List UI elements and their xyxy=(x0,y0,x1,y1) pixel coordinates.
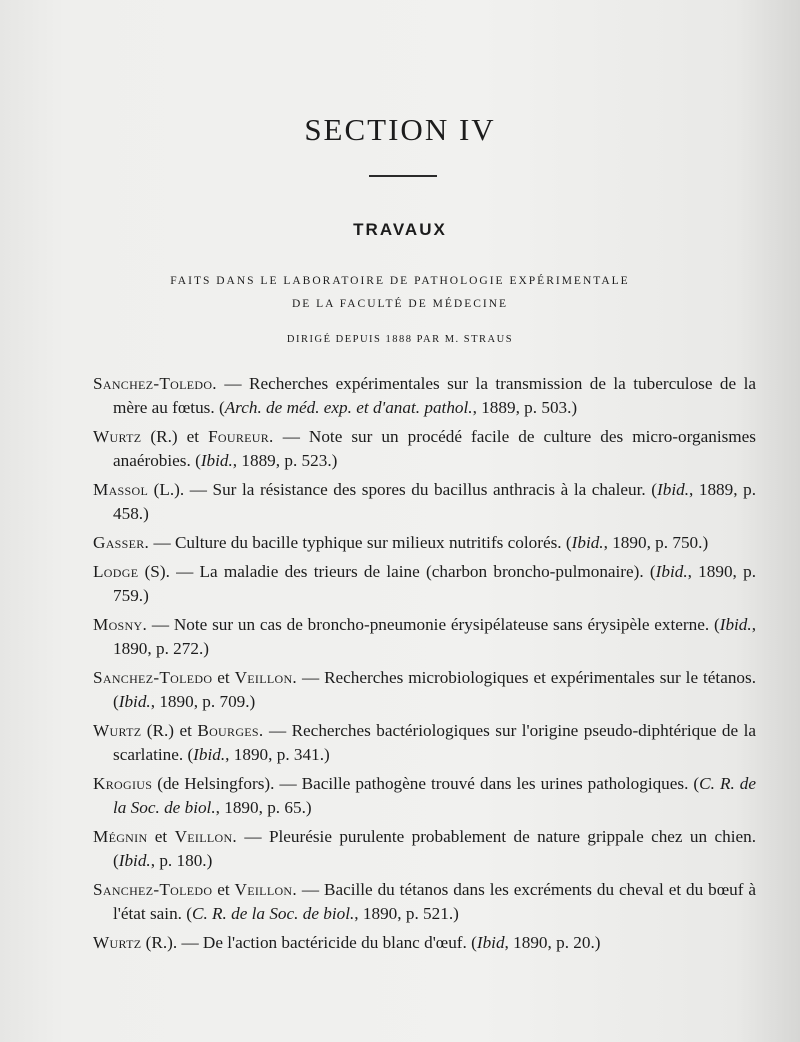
entry-text: — Recherches microbiologiques et expérimentales sur le tétanos. ( xyxy=(113,668,756,711)
entry-author: Wurtz xyxy=(93,427,142,446)
subtitle-director: DIRIGÉ DEPUIS 1888 PAR M. STRAUS xyxy=(286,334,514,345)
entry-journal: C. R. de la Soc. de biol. xyxy=(191,904,355,923)
entry-text: — Culture du bacille typhique sur milieux nutritifs colorés. ( xyxy=(149,533,572,552)
entry-author: Sanchez-Toledo. xyxy=(93,374,217,393)
entry-author: Mosny. xyxy=(93,615,148,634)
entry-journal: Arch. de méd. exp. et d'anat. pathol. xyxy=(224,398,473,417)
entry-journal: Ibid. xyxy=(657,480,689,499)
entry-text: — Recherches expérimentales sur la transmission de la tuberculose de la mère au fœtus. ( xyxy=(113,374,756,417)
bibliography-entry xyxy=(93,666,756,714)
page-heading: TRAVAUX xyxy=(353,220,447,239)
entry-journal: Ibid. xyxy=(193,745,226,764)
entry-text: (de Helsingfors). — Bacille pathogène trouvé dans les urines pathologiques. ( xyxy=(152,774,700,793)
entry-citation: , p. 180.) xyxy=(150,851,213,870)
entry-journal: Ibid. xyxy=(200,451,233,470)
subtitle-laboratory: FAITS DANS LE LABORATOIRE DE PATHOLOGIE EXPÉRIMENTALE xyxy=(170,275,630,287)
entry-text: — Pleurésie purulente probablement de nature grippale chez un chien. ( xyxy=(113,827,756,870)
entry-citation: , 1890, p. 521.) xyxy=(354,904,459,923)
bibliography-entry xyxy=(93,425,756,473)
entry-author: Wurtz xyxy=(93,933,142,952)
entry-citation: , 1889, p. 503.) xyxy=(472,398,578,417)
entry-author: Massol xyxy=(93,480,149,499)
bibliography-entry xyxy=(93,478,756,526)
bibliography-entry xyxy=(93,719,756,767)
entry-text: et xyxy=(212,668,235,687)
entry-journal: Ibid. xyxy=(118,851,151,870)
subtitle-faculty: DE LA FACULTÉ DE MÉDECINE xyxy=(291,298,509,310)
bibliography-entry xyxy=(93,531,756,555)
bibliography-entry xyxy=(93,772,756,820)
entry-text: et xyxy=(147,827,175,846)
entry-author: Wurtz xyxy=(93,721,142,740)
entry-coauthor: Veillon. xyxy=(174,827,238,846)
entry-coauthor: Foureur. xyxy=(208,427,274,446)
entry-coauthor: Bourges. xyxy=(197,721,264,740)
entry-citation: , 1890, p. 759.) xyxy=(113,562,756,605)
bibliography-list xyxy=(93,372,756,960)
entry-text: (R.) et xyxy=(141,721,198,740)
entry-journal: Ibid. xyxy=(655,562,688,581)
entry-citation: , 1890, p. 65.) xyxy=(215,798,312,817)
entry-journal: Ibid. xyxy=(118,692,151,711)
entry-text: — Note sur un procédé facile de culture des micro-organismes anaérobies. ( xyxy=(113,427,756,470)
entry-author: Sanchez-Toledo xyxy=(93,668,213,687)
bleed-through-text xyxy=(280,78,284,98)
entry-journal: Ibid. xyxy=(571,533,604,552)
entry-author: Krogius xyxy=(93,774,153,793)
entry-author: Mégnin xyxy=(93,827,148,846)
title-rule xyxy=(369,175,437,177)
entry-coauthor: Veillon. xyxy=(234,668,298,687)
entry-journal: Ibid xyxy=(476,933,505,952)
entry-text: (L.). — Sur la résistance des spores du bacillus anthracis à la chaleur. ( xyxy=(148,480,658,499)
entry-text: — Note sur un cas de broncho-pneumonie érysipélateuse sans érysipèle externe. ( xyxy=(147,615,720,634)
entry-text: — Recherches bactériologiques sur l'origine pseudo-diphtérique de la scarlatine. ( xyxy=(113,721,756,764)
entry-coauthor: Veillon. xyxy=(234,880,297,899)
bibliography-entry xyxy=(93,372,756,420)
bibliography-entry xyxy=(93,878,756,926)
entry-text: — Bacille du tétanos dans les excréments du cheval et du bœuf à l'état sain. ( xyxy=(113,880,757,923)
entry-citation: , 1890, p. 341.) xyxy=(225,745,330,764)
entry-text: et xyxy=(212,880,235,899)
entry-author: Lodge xyxy=(93,562,139,581)
entry-citation: , 1889, p. 458.) xyxy=(113,480,756,523)
entry-text: (S). — La maladie des trieurs de laine (charbon broncho-pulmonaire). ( xyxy=(138,562,656,581)
bibliography-entry xyxy=(93,931,756,955)
entry-citation: , 1890, p. 272.) xyxy=(113,615,756,658)
entry-author: Gasser. xyxy=(93,533,150,552)
entry-journal: C. R. de la Soc. de biol. xyxy=(113,774,756,817)
entry-citation: , 1890, p. 20.) xyxy=(504,933,601,952)
bibliography-entry xyxy=(93,825,756,873)
entry-author: Sanchez-Toledo xyxy=(93,880,213,899)
entry-citation: , 1890, p. 750.) xyxy=(603,533,709,552)
entry-journal: Ibid. xyxy=(719,615,752,634)
entry-text: (R.) et xyxy=(141,427,209,446)
bibliography-entry xyxy=(93,560,756,608)
entry-citation: , 1890, p. 709.) xyxy=(150,692,256,711)
section-title: SECTION IV xyxy=(304,112,496,147)
entry-citation: , 1889, p. 523.) xyxy=(232,451,338,470)
entry-text: (R.). — De l'action bactéricide du blanc d'œuf. ( xyxy=(141,933,477,952)
bibliography-entry xyxy=(93,613,756,661)
